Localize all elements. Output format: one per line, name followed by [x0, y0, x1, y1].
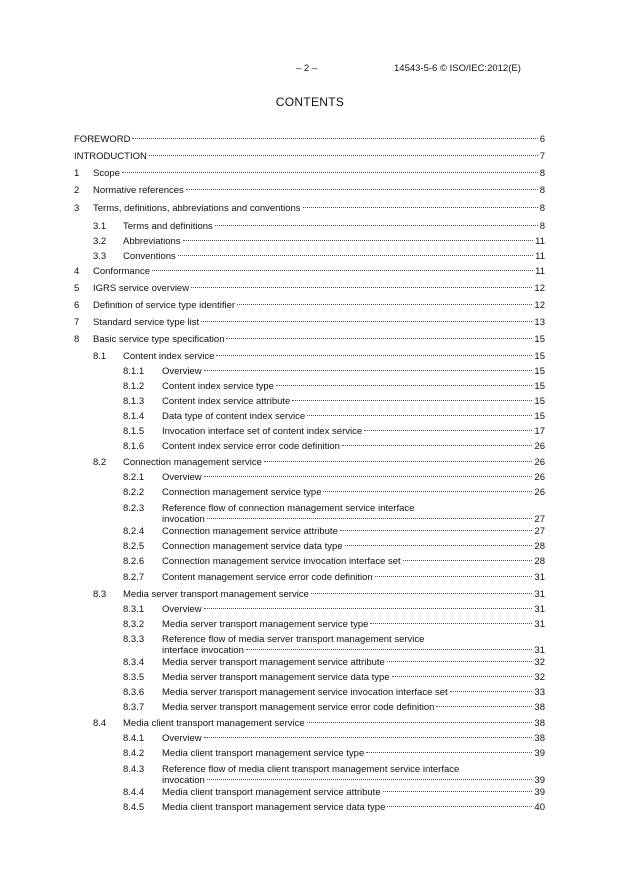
toc-entry-number: 8.4.4 [123, 787, 145, 798]
toc-entry-number: 8.2.1 [123, 472, 145, 483]
toc-entry[interactable] [74, 619, 545, 630]
dot-leader [311, 593, 533, 594]
toc-entry-number: 8.3.6 [123, 687, 145, 698]
toc-entry-number: 8.4.1 [123, 733, 145, 744]
toc-entry[interactable] [74, 503, 545, 525]
dot-leader [264, 461, 533, 462]
toc-entry-title: Overview [162, 366, 202, 377]
toc-entry-page-number: 15 [534, 334, 545, 345]
toc-entry-page-number: 11 [535, 251, 545, 262]
toc-entry[interactable] [74, 604, 545, 615]
toc-entry[interactable] [74, 151, 545, 162]
toc-entry-page-number: 32 [534, 672, 545, 683]
dot-leader [276, 385, 532, 386]
toc-entry[interactable] [74, 802, 545, 813]
toc-entry-title: Content index service type [162, 381, 274, 392]
toc-entry[interactable] [74, 718, 545, 729]
toc-entry-page-number: 39 [534, 748, 545, 759]
dot-leader [207, 518, 533, 519]
toc-entry-number: 8.1 [93, 351, 107, 362]
toc-entry-number: 8.3.5 [123, 672, 145, 683]
toc-entry-title: Content index service attribute [162, 396, 291, 407]
dot-leader [364, 430, 532, 431]
toc-entry[interactable] [74, 702, 545, 713]
page-title: CONTENTS [275, 95, 345, 109]
toc-entry-number: 8.2.4 [123, 526, 145, 537]
dot-leader [342, 445, 532, 446]
toc-entry-title: Media server transport management service error code definition [162, 702, 435, 713]
toc-entry-number: 8.2.6 [123, 556, 145, 567]
toc-entry[interactable] [74, 657, 545, 668]
toc-entry-number: 8.1.1 [123, 366, 145, 377]
toc-entry[interactable] [74, 764, 545, 786]
toc-entry[interactable] [74, 381, 545, 392]
toc-entry[interactable] [74, 411, 545, 422]
toc-entry-title: Standard service type list [93, 317, 200, 328]
toc-entry-page-number: 38 [534, 718, 545, 729]
dot-leader [204, 737, 533, 738]
toc-entry-title: Connection management service attribute [162, 526, 338, 537]
toc-entry[interactable] [74, 457, 545, 468]
toc-entry[interactable] [74, 733, 545, 744]
dot-leader [340, 530, 533, 531]
toc-entry-page-number: 31 [534, 572, 545, 583]
toc-entry-page-number: 8 [539, 221, 545, 232]
toc-entry-title: INTRODUCTION [74, 151, 147, 162]
toc-entry-number: 8.4.5 [123, 802, 145, 813]
toc-entry-number: 8.4 [93, 718, 107, 729]
toc-entry-title: FOREWORD [74, 134, 131, 145]
toc-entry-number: 5 [74, 283, 80, 294]
toc-entry-title: Overview [162, 733, 202, 744]
toc-entry-title-continued: invocation [162, 514, 205, 525]
toc-entry-page-number: 11 [535, 266, 545, 277]
dot-leader [122, 172, 538, 173]
toc-entry-page-number: 15 [534, 381, 545, 392]
toc-entry-page-number: 12 [534, 283, 545, 294]
toc-entry[interactable] [74, 185, 545, 196]
toc-entry-page-number: 33 [534, 687, 545, 698]
toc-entry-page-number: 12 [534, 300, 545, 311]
dot-leader [186, 189, 538, 190]
toc-entry-title: Connection management service type [162, 487, 322, 498]
dot-leader [207, 779, 533, 780]
toc-entry[interactable] [74, 748, 545, 759]
toc-entry-title: Media server transport management service type [162, 619, 369, 630]
toc-entry-number: 3 [74, 203, 80, 214]
toc-entry-number: 8.1.6 [123, 441, 145, 452]
toc-entry-number: 8.1.4 [123, 411, 145, 422]
toc-entry-number: 2 [74, 185, 80, 196]
toc-entry[interactable] [74, 672, 545, 683]
toc-entry-page-number: 31 [534, 604, 545, 615]
toc-entry-title: Conformance [93, 266, 151, 277]
toc-entry-number: 8.3 [93, 589, 107, 600]
toc-entry[interactable] [74, 556, 545, 567]
toc-entry-title: Media server transport management service [123, 589, 309, 600]
toc-entry-title: Reference flow of media server transport management service [162, 634, 425, 645]
toc-entry-number: 7 [74, 317, 80, 328]
toc-entry-page-number: 15 [534, 366, 545, 377]
page-number-header: – 2 – [296, 63, 318, 74]
toc-entry-page-number: 8 [539, 185, 545, 196]
toc-entry-number: 3.2 [93, 236, 107, 247]
toc-entry-number: 3.1 [93, 221, 107, 232]
toc-entry-number: 4 [74, 266, 80, 277]
toc-entry-page-number: 39 [534, 787, 545, 798]
toc-entry-page-number: 39 [534, 775, 545, 786]
toc-entry[interactable] [74, 426, 545, 437]
toc-entry-page-number: 15 [534, 411, 545, 422]
toc-entry-title: Overview [162, 472, 202, 483]
toc-entry-title: Media server transport management service attribute [162, 657, 385, 668]
toc-entry-title: Content index service [123, 351, 215, 362]
toc-entry-page-number: 27 [534, 526, 545, 537]
dot-leader [215, 225, 538, 226]
toc-entry-title: Content management service error code definition [162, 572, 373, 583]
toc-entry-page-number: 26 [534, 441, 545, 452]
toc-entry-page-number: 31 [534, 645, 545, 656]
toc-entry-title: Scope [93, 168, 120, 179]
dot-leader [246, 649, 533, 650]
toc-entry-title: Abbreviations [123, 236, 181, 247]
toc-entry-number: 1 [74, 168, 80, 179]
toc-entry-page-number: 11 [535, 236, 545, 247]
toc-entry[interactable] [74, 589, 545, 600]
dot-leader [132, 138, 537, 139]
dot-leader [178, 255, 533, 256]
toc-entry[interactable] [74, 351, 545, 362]
dot-leader [152, 270, 533, 271]
toc-entry[interactable] [74, 334, 545, 345]
dot-leader [303, 207, 538, 208]
toc-entry-page-number: 7 [539, 151, 545, 162]
toc-entry[interactable] [74, 441, 545, 452]
toc-entry-number: 6 [74, 300, 80, 311]
toc-entry-page-number: 15 [534, 396, 545, 407]
toc-entry[interactable] [74, 221, 545, 232]
toc-entry-number: 8.2.7 [123, 572, 145, 583]
toc-entry-page-number: 6 [539, 134, 545, 145]
toc-entry[interactable] [74, 366, 545, 377]
dot-leader [383, 791, 533, 792]
toc-entry-page-number: 8 [539, 168, 545, 179]
toc-entry-page-number: 32 [534, 657, 545, 668]
dot-leader [436, 706, 532, 707]
dot-leader [204, 370, 533, 371]
toc-entry-title: Conventions [123, 251, 176, 262]
toc-entry-title: Media client transport management service [123, 718, 305, 729]
toc-entry-title: Connection management service data type [162, 541, 343, 552]
toc-entry-title: Invocation interface set of content index service [162, 426, 363, 437]
toc-entry-title: Connection management service [123, 457, 262, 468]
toc-entry-title: IGRS service overview [93, 283, 190, 294]
toc-entry[interactable] [74, 236, 545, 247]
toc-entry[interactable] [74, 251, 545, 262]
toc-entry-page-number: 38 [534, 702, 545, 713]
dot-leader [149, 155, 538, 156]
dot-leader [191, 287, 532, 288]
toc-entry-title: Reference flow of media client transport management service interface [162, 764, 460, 775]
toc-entry-title: Media server transport management service invocation interface set [162, 687, 448, 698]
toc-entry[interactable] [74, 541, 545, 552]
toc-entry-number: 8.3.3 [123, 634, 145, 645]
dot-leader [292, 400, 532, 401]
toc-entry[interactable] [74, 487, 545, 498]
toc-entry-page-number: 28 [534, 556, 545, 567]
toc-entry-page-number: 31 [534, 589, 545, 600]
dot-leader [204, 476, 533, 477]
toc-entry-title: Definition of service type identifier [93, 300, 236, 311]
dot-leader [403, 560, 533, 561]
toc-entry-title: Connection management service invocation interface set [162, 556, 401, 567]
toc-entry-title-continued: invocation [162, 775, 205, 786]
toc-entry-number: 8.3.2 [123, 619, 145, 630]
dot-leader [375, 576, 533, 577]
dot-leader [226, 338, 532, 339]
dot-leader [345, 545, 533, 546]
dot-leader [370, 623, 532, 624]
dot-leader [450, 691, 533, 692]
toc-entry-number: 8.2.5 [123, 541, 145, 552]
toc-entry-title: Data type of content index service [162, 411, 306, 422]
toc-entry-page-number: 26 [534, 487, 545, 498]
dot-leader [307, 415, 532, 416]
toc-entry-page-number: 8 [539, 203, 545, 214]
toc-entry-title: Overview [162, 604, 202, 615]
dot-leader [323, 491, 532, 492]
toc-entry-number: 8.4.2 [123, 748, 145, 759]
toc-entry-page-number: 15 [534, 351, 545, 362]
toc-entry-title: Content index service error code definition [162, 441, 340, 452]
toc-entry-title: Terms, definitions, abbreviations and conventions [93, 203, 301, 214]
toc-entry-title: Media client transport management service type [162, 748, 365, 759]
toc-entry-number: 8.1.2 [123, 381, 145, 392]
toc-entry[interactable] [74, 203, 545, 214]
standard-identifier-header: 14543-5-6 © ISO/IEC:2012(E) [394, 63, 521, 74]
dot-leader [387, 806, 532, 807]
toc-entry-number: 3.3 [93, 251, 107, 262]
toc-entry[interactable] [74, 396, 545, 407]
toc-entry-page-number: 13 [534, 317, 545, 328]
dot-leader [307, 722, 533, 723]
dot-leader [204, 608, 533, 609]
toc-entry-number: 8.2.2 [123, 487, 145, 498]
toc-entry-page-number: 26 [534, 457, 545, 468]
toc-entry-page-number: 17 [534, 426, 545, 437]
dot-leader [366, 752, 532, 753]
toc-entry[interactable] [74, 134, 545, 145]
dot-leader [216, 355, 532, 356]
toc-entry-title: Media client transport management service attribute [162, 787, 381, 798]
toc-entry-page-number: 31 [534, 619, 545, 630]
dot-leader [237, 304, 532, 305]
toc-entry[interactable] [74, 283, 545, 294]
toc-entry-number: 8 [74, 334, 80, 345]
toc-entry[interactable] [74, 687, 545, 698]
toc-entry-page-number: 38 [534, 733, 545, 744]
toc-entry[interactable] [74, 634, 545, 656]
toc-entry-number: 8.3.4 [123, 657, 145, 668]
toc-entry-title: Media server transport management service data type [162, 672, 390, 683]
toc-entry-page-number: 26 [534, 472, 545, 483]
toc-entry-page-number: 27 [534, 514, 545, 525]
toc-entry[interactable] [74, 787, 545, 798]
toc-entry[interactable] [74, 526, 545, 537]
dot-leader [201, 321, 532, 322]
toc-entry-number: 8.4.3 [123, 764, 145, 775]
toc-entry-title: Terms and definitions [123, 221, 213, 232]
dot-leader [387, 661, 533, 662]
toc-entry-title: Normative references [93, 185, 184, 196]
toc-entry[interactable] [74, 317, 545, 328]
toc-entry[interactable] [74, 472, 545, 483]
dot-leader [392, 676, 533, 677]
toc-entry[interactable] [74, 168, 545, 179]
toc-entry-page-number: 40 [534, 802, 545, 813]
toc-entry-number: 8.1.5 [123, 426, 145, 437]
toc-entry-title: Media client transport management service data type [162, 802, 386, 813]
toc-entry-number: 8.2.3 [123, 503, 145, 514]
toc-entry-number: 8.3.1 [123, 604, 145, 615]
toc-entry-number: 8.1.3 [123, 396, 145, 407]
toc-entry[interactable] [74, 300, 545, 311]
toc-entry-title: Basic service type specification [93, 334, 225, 345]
toc-entry-number: 8.2 [93, 457, 107, 468]
toc-entry[interactable] [74, 572, 545, 583]
dot-leader [183, 240, 534, 241]
toc-entry-page-number: 28 [534, 541, 545, 552]
toc-entry-title: Reference flow of connection management service interface [162, 503, 415, 514]
toc-entry[interactable] [74, 266, 545, 277]
toc-entry-title-continued: interface invocation [162, 645, 244, 656]
toc-entry-number: 8.3.7 [123, 702, 145, 713]
